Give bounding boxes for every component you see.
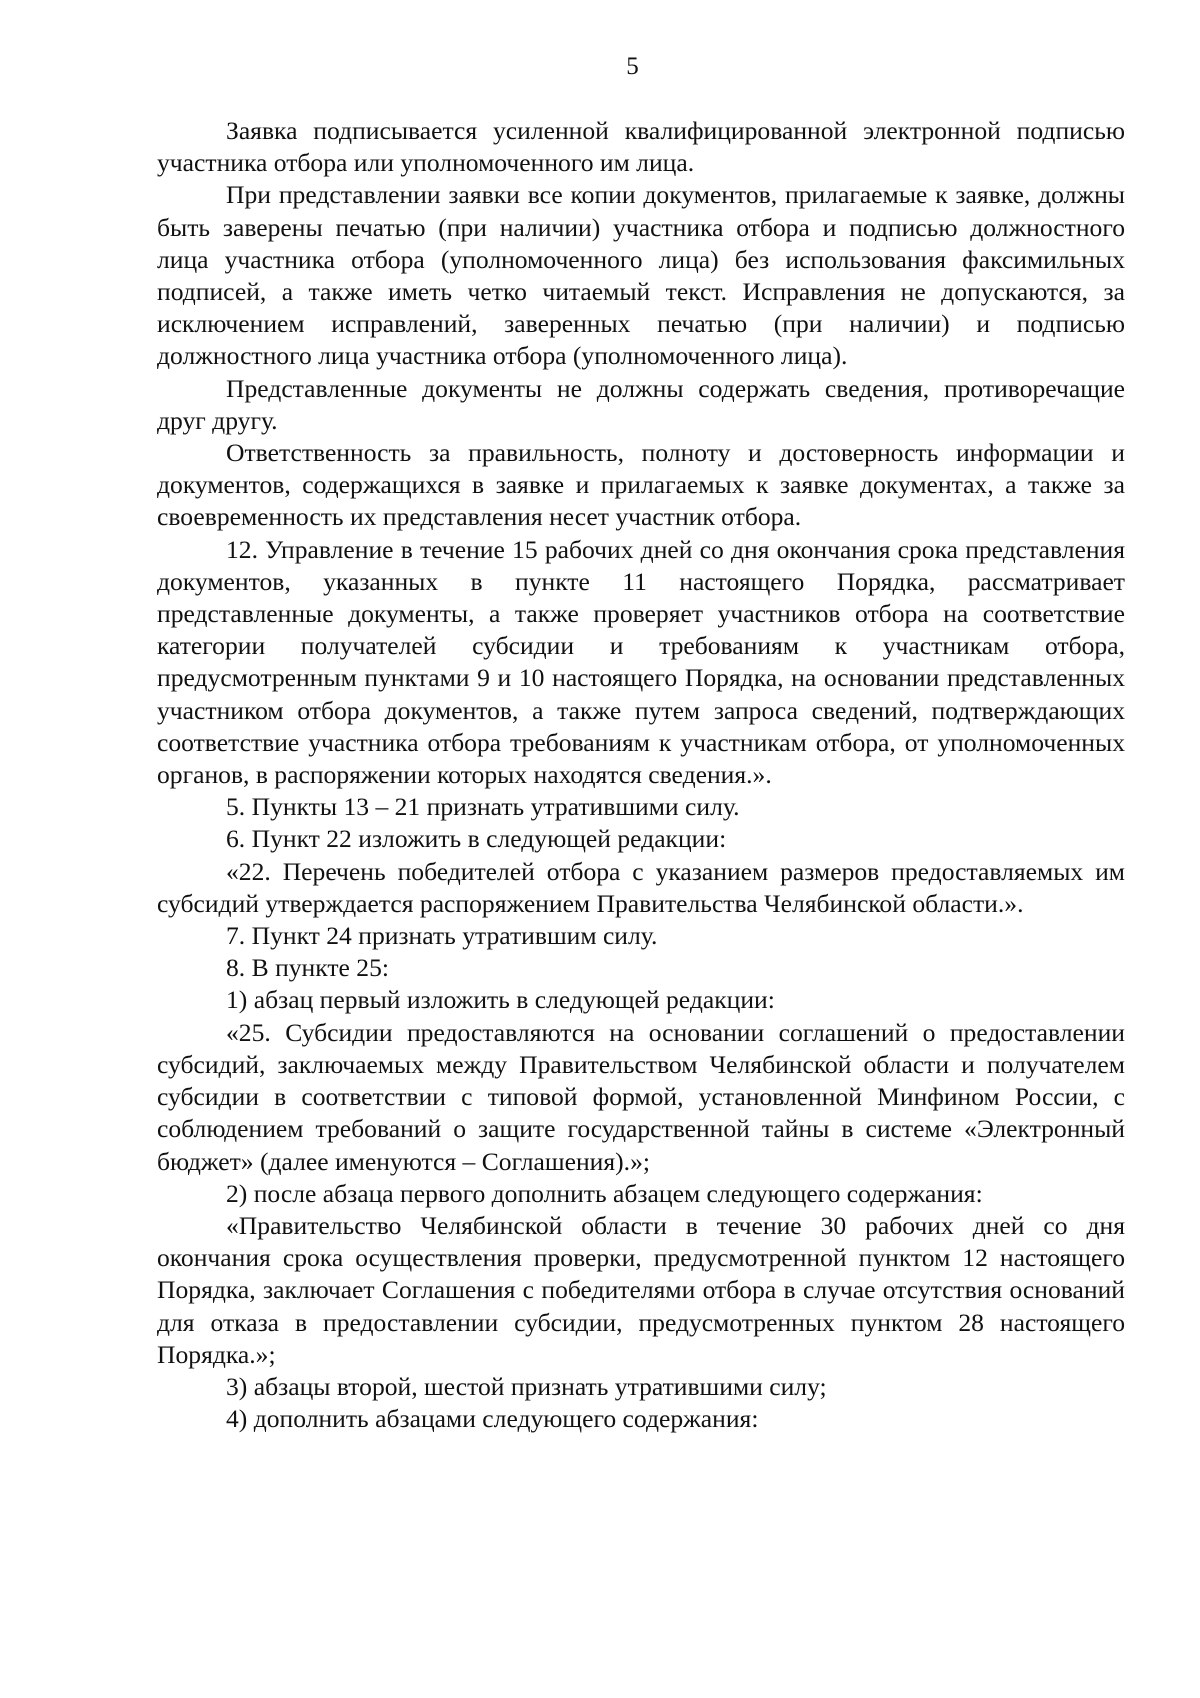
paragraph-responsibility: Ответственность за правильность, полноту и достоверность информации и документов, содержащихся в заявке и прилагаемых к заявке документах, а также за своевременность их представления несет участник отбора. [157, 438, 1125, 532]
paragraph-subitem-1: 1) абзац первый изложить в следующей редакции: [226, 985, 775, 1015]
paragraph-application-signature: Заявка подписывается усиленной квалифицированной электронной подписью участника отбора или уполномоченного им лица. [157, 116, 1125, 178]
page-number: 5 [626, 53, 639, 80]
paragraph-document-copies: При представлении заявки все копии документов, прилагаемые к заявке, должны быть заверены печатью (при наличии) участника отбора и подписью должностного лица участника отбора (уполномоченного лица) без использования факсимильных подписей, а также иметь четко читаемый текст. Исправления не допускаются, за исключением исправлений, заверенных печатью (при наличии) и подписью должностного лица участника отбора (уполномоченного лица). [157, 180, 1125, 371]
paragraph-subitem-4: 4) дополнить абзацами следующего содержания: [226, 1404, 759, 1434]
document-body [157, 115, 1125, 1435]
paragraph-item-25: «25. Субсидии предоставляются на основании соглашений о предоставлении субсидий, заключаемых между Правительством Челябинской области и получателем субсидии в соответствии с типовой формой, установленной Минфином России, с соблюдением требований о защите государственной тайны в системе «Электронный бюджет» (далее именуются – Соглашения).»; [157, 1017, 1125, 1176]
paragraph-amendment-5: 5. Пункты 13 – 21 признать утратившими силу. [226, 792, 740, 822]
paragraph-item-12: 12. Управление в течение 15 рабочих дней со дня окончания срока представления документов, указанных в пункте 11 настоящего Порядка, рассматривает представленные документы, а также проверяет участников отбора на соответствие категории получателей субсидии и требованиям к участникам отбора, предусмотренным пунктами 9 и 10 настоящего Порядка, на основании представленных участником отбора документов, а также путем запроса сведений, подтверждающих соответствие участника отбора требованиям к участникам отбора, от уполномоченных органов, в распоряжении которых находятся сведения.». [157, 534, 1125, 790]
paragraph-amendment-6: 6. Пункт 22 изложить в следующей редакции: [226, 824, 727, 854]
paragraph-government-agreements: «Правительство Челябинской области в течение 30 рабочих дней со дня окончания срока осуществления проверки, предусмотренной пунктом 12 настоящего Порядка, заключает Соглашения с победителями отбора в случае отсутствия оснований для отказа в предоставлении субсидии, предусмотренных пунктом 28 настоящего Порядка.»; [157, 1210, 1125, 1369]
paragraph-subitem-2: 2) после абзаца первого дополнить абзацем следующего содержания: [226, 1178, 983, 1208]
paragraph-amendment-7: 7. Пункт 24 признать утратившим силу. [226, 921, 658, 951]
paragraph-item-22: «22. Перечень победителей отбора с указанием размеров предоставляемых им субсидий утверждается распоряжением Правительства Челябинской области.». [157, 856, 1125, 918]
paragraph-amendment-8: 8. В пункте 25: [226, 953, 389, 983]
paragraph-subitem-3: 3) абзацы второй, шестой признать утратившими силу; [226, 1371, 827, 1401]
paragraph-no-contradictions: Представленные документы не должны содержать сведения, противоречащие друг другу. [157, 373, 1125, 435]
